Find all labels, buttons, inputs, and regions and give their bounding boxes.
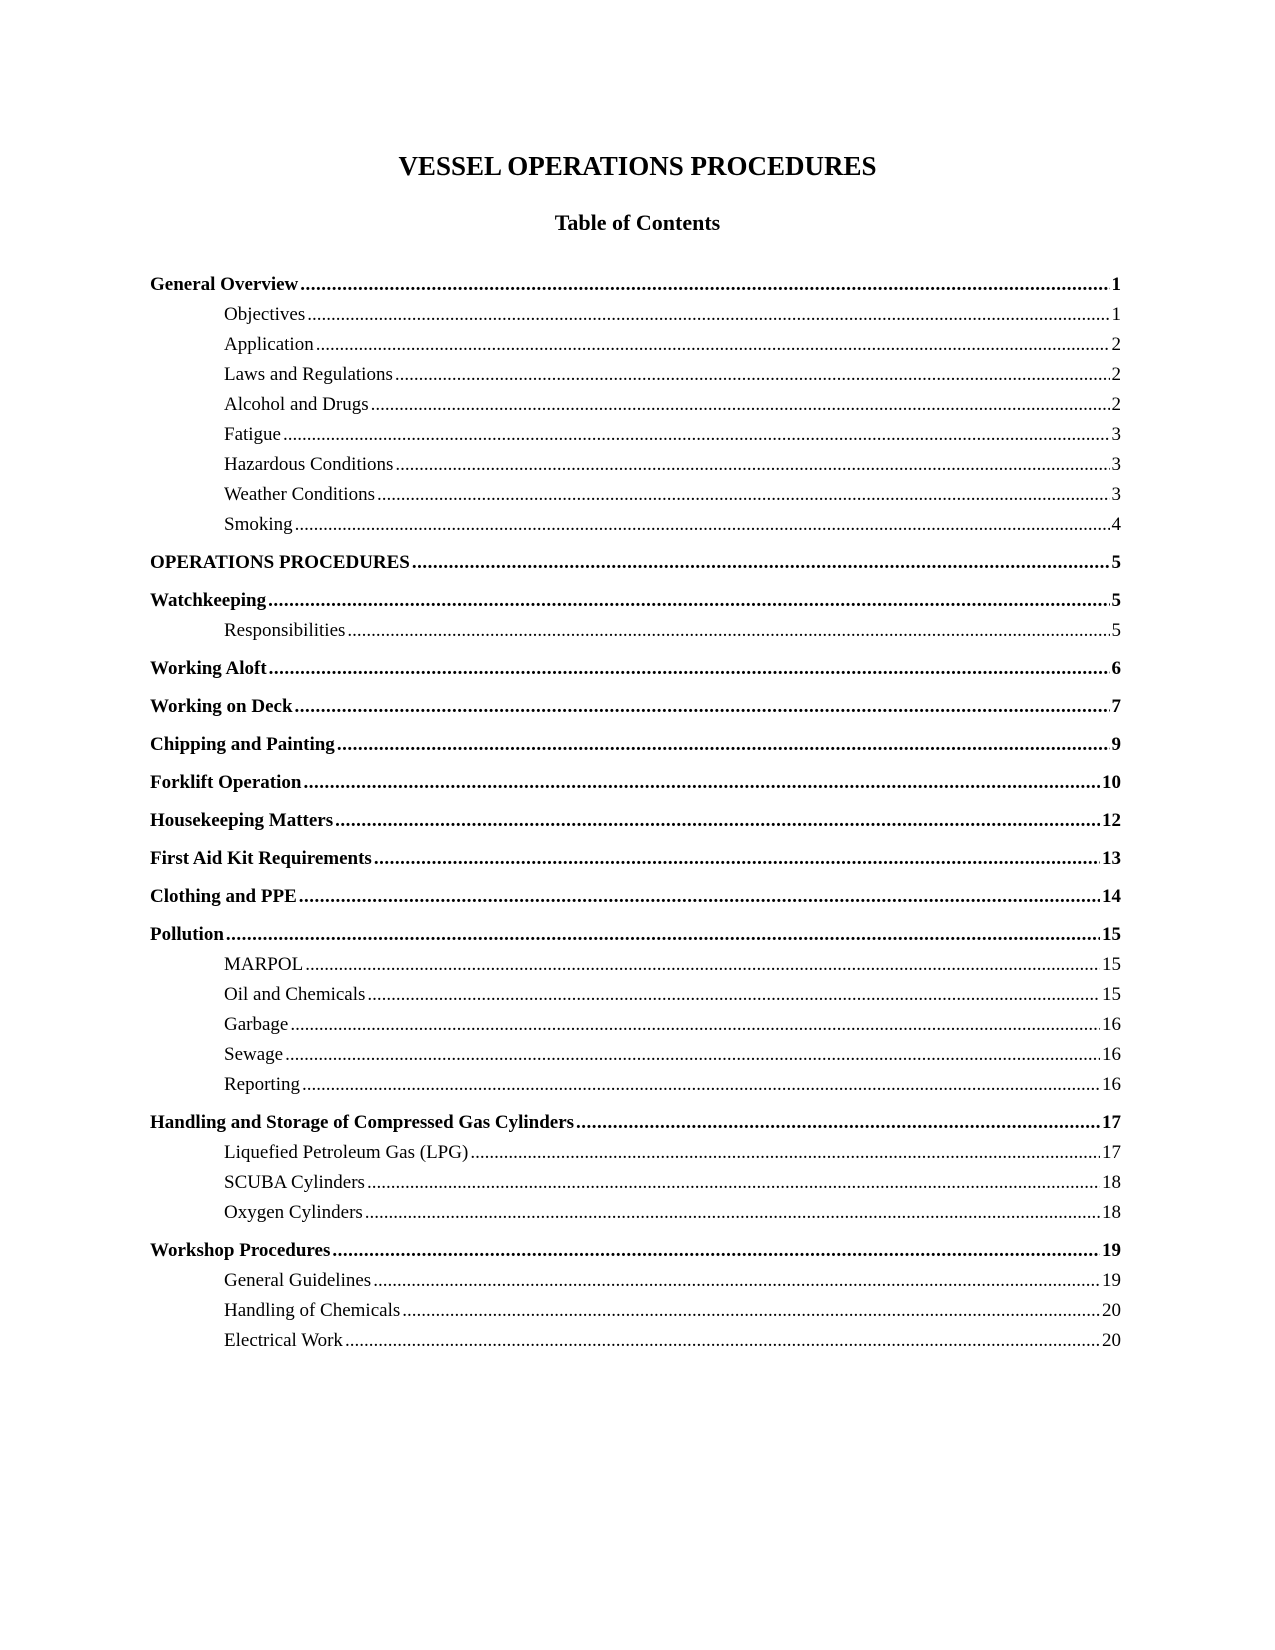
toc-entry-label: General Guidelines [224,1270,372,1291]
toc-dot-leader [337,730,1110,760]
toc-dot-leader [305,950,1100,980]
toc-dot-leader [307,300,1109,330]
toc-page-number: 20 [1102,1300,1121,1321]
toc-entry-label: Oil and Chemicals [224,984,366,1005]
toc-section-entry[interactable] [150,730,1121,760]
toc-page-number: 12 [1102,810,1121,831]
toc-dot-leader [303,768,1100,798]
toc-dot-leader [295,692,1110,722]
toc-page-number: 17 [1102,1142,1121,1163]
toc-page-number: 16 [1102,1014,1121,1035]
toc-section-entry[interactable] [150,768,1121,798]
toc-page-number: 2 [1111,364,1121,385]
toc-entry-label: General Overview [150,274,299,295]
toc-entry-label: Fatigue [224,424,281,445]
toc-dot-leader [347,616,1109,646]
toc-subsection-entry[interactable] [150,980,1121,1010]
toc-section-entry[interactable] [150,1236,1121,1266]
toc-dot-leader [285,1040,1100,1070]
toc-dot-leader [345,1326,1100,1356]
toc-page-number: 9 [1111,734,1121,755]
toc-dot-leader [226,920,1100,950]
toc-dot-leader [299,882,1100,912]
toc-page-number: 1 [1111,274,1121,295]
toc-dot-leader [395,450,1109,480]
toc-dot-leader [367,1168,1100,1198]
toc-entry-label: Handling and Storage of Compressed Gas Cylinders [150,1112,575,1133]
toc-subsection-entry[interactable] [150,330,1121,360]
toc-entry-label: Forklift Operation [150,772,302,793]
toc-page-number: 5 [1111,590,1121,611]
toc-dot-leader [412,548,1110,578]
toc-page-number: 15 [1102,924,1121,945]
toc-dot-leader [268,586,1109,616]
toc-subsection-entry[interactable] [150,1010,1121,1040]
toc-dot-leader [371,390,1110,420]
toc-dot-leader [377,480,1110,510]
toc-section-entry[interactable] [150,548,1121,578]
toc-dot-leader [316,330,1110,360]
toc-page-number: 3 [1111,484,1121,505]
toc-page-number: 7 [1111,696,1121,717]
toc-entry-label: Housekeeping Matters [150,810,334,831]
toc-heading: Table of Contents [554,210,721,235]
toc-subsection-entry[interactable] [150,510,1121,540]
toc-subsection-entry[interactable] [150,950,1121,980]
toc-entry-label: Alcohol and Drugs [224,394,369,415]
toc-page-number: 19 [1102,1270,1121,1291]
toc-subsection-entry[interactable] [150,1198,1121,1228]
toc-dot-leader [373,1266,1100,1296]
toc-page-number: 10 [1102,772,1121,793]
toc-dot-leader [576,1108,1100,1138]
toc-page-number: 18 [1102,1172,1121,1193]
toc-subsection-entry[interactable] [150,616,1121,646]
toc-subsection-entry[interactable] [150,1168,1121,1198]
toc-entry-label: Hazardous Conditions [224,454,394,475]
toc-section-entry[interactable] [150,1108,1121,1138]
toc-page-number: 13 [1102,848,1121,869]
toc-subsection-entry[interactable] [150,1326,1121,1356]
toc-entry-label: Objectives [224,304,306,325]
toc-dot-leader [402,1296,1100,1326]
toc-subsection-entry[interactable] [150,420,1121,450]
toc-section-entry[interactable] [150,654,1121,684]
toc-dot-leader [295,510,1110,540]
toc-entry-label: Responsibilities [224,620,346,641]
toc-dot-leader [374,844,1100,874]
toc-page-number: 5 [1111,552,1121,573]
toc-entry-label: Electrical Work [224,1330,343,1351]
toc-section-entry[interactable] [150,586,1121,616]
toc-page-number: 14 [1102,886,1121,907]
toc-subsection-entry[interactable] [150,1266,1121,1296]
toc-entry-label: Application [224,334,314,355]
toc-page-number: 16 [1102,1074,1121,1095]
toc-entry-label: Smoking [224,514,293,535]
toc-subsection-entry[interactable] [150,300,1121,330]
toc-entry-label: First Aid Kit Requirements [150,848,372,869]
toc-section-entry[interactable] [150,844,1121,874]
toc-dot-leader [395,360,1110,390]
toc-entry-label: Working on Deck [150,696,293,717]
toc-entry-label: Laws and Regulations [224,364,393,385]
toc-subsection-entry[interactable] [150,480,1121,510]
toc-entry-label: Sewage [224,1044,284,1065]
toc-page-number: 2 [1111,334,1121,355]
toc-page-number: 15 [1102,984,1121,1005]
toc-subsection-entry[interactable] [150,1070,1121,1100]
toc-section-entry[interactable] [150,270,1121,300]
toc-subsection-entry[interactable] [150,360,1121,390]
toc-dot-leader [367,980,1100,1010]
toc-page-number: 3 [1111,454,1121,475]
toc-entry-label: MARPOL [224,954,304,975]
toc-subsection-entry[interactable] [150,1296,1121,1326]
toc-page-number: 6 [1111,658,1121,679]
toc-page-number: 19 [1102,1240,1121,1261]
toc-page-number: 3 [1111,424,1121,445]
toc-section-entry[interactable] [150,806,1121,836]
toc-subsection-entry[interactable] [150,450,1121,480]
toc-page-number: 4 [1111,514,1121,535]
toc-section-entry[interactable] [150,882,1121,912]
document-title: VESSEL OPERATIONS PROCEDURES [398,151,877,181]
toc-subsection-entry[interactable] [150,1040,1121,1070]
toc-entry-label: Garbage [224,1014,289,1035]
toc-dot-leader [470,1138,1100,1168]
toc-dot-leader [335,806,1100,836]
toc-entry-label: Working Aloft [150,658,267,679]
toc-entry-label: Pollution [150,924,224,945]
toc-dot-leader [300,270,1109,300]
toc-dot-leader [269,654,1110,684]
toc-entry-label: Chipping and Painting [150,734,335,755]
toc-entry-label: Liquefied Petroleum Gas (LPG) [224,1142,469,1163]
toc-subsection-entry[interactable] [150,1138,1121,1168]
toc-page-number: 20 [1102,1330,1121,1351]
toc-dot-leader [283,420,1110,450]
toc-page-number: 16 [1102,1044,1121,1065]
toc-page-number: 15 [1102,954,1121,975]
toc-entry-label: Handling of Chemicals [224,1300,401,1321]
toc-section-entry[interactable] [150,920,1121,950]
toc-entry-label: Weather Conditions [224,484,375,505]
toc-dot-leader [365,1198,1100,1228]
toc-subsection-entry[interactable] [150,390,1121,420]
table-of-contents [150,270,1121,1356]
toc-dot-leader [290,1010,1100,1040]
toc-page-number: 18 [1102,1202,1121,1223]
toc-page-number: 17 [1102,1112,1121,1133]
toc-page-number: 2 [1111,394,1121,415]
toc-page-number: 5 [1111,620,1121,641]
toc-entry-label: Reporting [224,1074,300,1095]
toc-section-entry[interactable] [150,692,1121,722]
toc-dot-leader [332,1236,1100,1266]
toc-entry-label: SCUBA Cylinders [224,1172,365,1193]
toc-page-number: 1 [1111,304,1121,325]
toc-entry-label: Watchkeeping [150,590,267,611]
toc-entry-label: Workshop Procedures [150,1240,331,1261]
toc-entry-label: OPERATIONS PROCEDURES [150,552,410,573]
toc-entry-label: Oxygen Cylinders [224,1202,363,1223]
toc-dot-leader [302,1070,1100,1100]
toc-entry-label: Clothing and PPE [150,886,297,907]
